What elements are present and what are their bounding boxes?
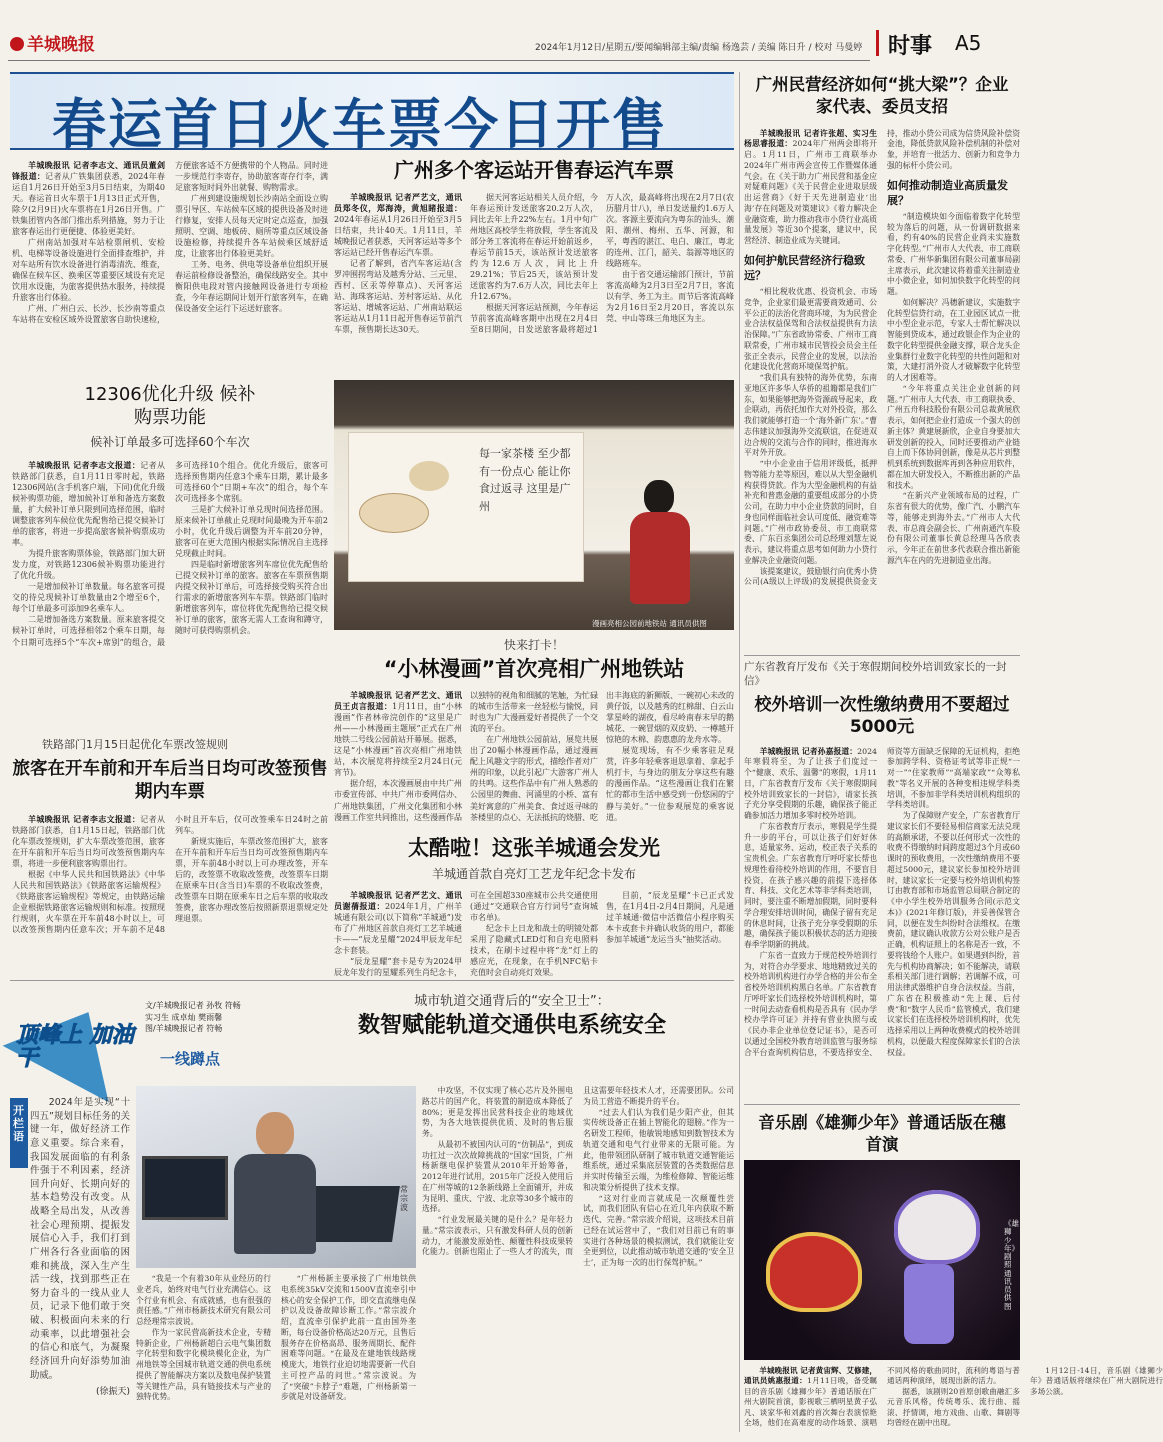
section-subhead: 如何推动制造业高质量发展？ <box>887 178 1008 207</box>
feature-body-left <box>136 1274 416 1438</box>
article-body: 羊城晚报讯 记者许张超、实习生杨思睿报道：2024年广州两会即将开启。1月11日，广州市工商联举办2024年广州市两会宣传工作暨媒体通气会。在《关于助力广州民营和基金应对疑难问题》《关于民营企业进取层级出运营商》《好于天先进制造业‘出海’存在问题及对策建议》《着力解决企业融资难，助力推动我市小贷行业高质量发展》等近30个提案，建议中，民营经济、制造业成为关键词。 如何护航民营经济行稳致远？ “相比税收优惠、投资机会、市场竞争，企业家们最更需要商效通司、公平公正的法治化营商环境，为为民营企业合法权益保驾和合法权益提供有力法治保障。”广东省政协常委、广州市工商联常委，广州市城市民管投会员会主任张正全表示，民营企业的发展，以法治化建设优化营商环境保驾护航。 “我们具有独特的海外优势，东南亚地区许多华人华侨的祖籍都是我们广东，如果能够把海外资源疏导起来，政企联动，再依托加作大对外投资，那么我们就能够打造一个‘海外新广东’。”曹志伟建议加强海外交流联谊，在促进双边合规的交流与合作的同时，推进海水平对外开放。 “中小企业由于信用评级低，抵押物等能力差等原因，难以从大型金融机构获得贷款。作为大型金融机构的有益补充和普惠金融的重要组成部分的小贷公司，在助力中小企业贷款的同时，自身也同样面临社会认可度低、融资难等问题。”广州市政协委员、市工商联常委、广东百丞集团公司总经理刘慧左说表示，建议将重点思考如何助力小贷行业解决企业融资问题。 该提案建议，鼓励银行向优秀小贷公司(A级以上评级)的发展提供资金支持，推动小贷公司成为信贷风险补偿资金池，降低贷款风险补偿机制的补偿对象，并培育一批活力、创新力和竞争力强的标杆小贷公司。 如何推动制造业高质量发展？ “制造模块如今面临着数字化转型较为落后的问题，从一份调研数据来看，约有40%的民营企业尚未实施数字化转型。”广州市人大代表、市工商联常委、广州华新集团有限公司董事局副主席表示，此次建议将着重关注制造业中小微企业，如何加快数字化转型的问题。 如何解决？冯穗新建议，实施数字化转型信贷行动，在工业园区试点一批中小型企业示范，专家人士帮忙解决以智能到贷成本，通过政银企作为企业的数字化转型提供金融支撑，联合龙头企业集群行业数字化转型的共性问题和对策，大建打消外资人才破解数字化转型的人才困难等。 “今年将重点关注企业创新的问题。”广州市人大代表、市工商联执委、广州五舟科技股份有限公司总裁黄展欣表示，如何把企业打造成一个强大的创新主体？黄建展新欣，企业自身要加大研发创新的投入，同时还要推动产业链自上而下体协同创新，像是从芯片到整机到系统到数据库再到各种应用软件，都在加大研发投入，不断推出新的产品和技术。 “在新兴产业领域布局的过程，广东省有很大的优势，像广汽、小鹏汽车等，能够走到海外去。”广州市人大代表、市总商会副会长、广州南通汽车股份有限公司董事长黄总经理马各欣表示，今年正在前世多代表联合推出新能源汽车在内的先进制造业出海。 <box>744 128 1020 587</box>
article-body: 羊城晚报讯 记者孙嘉报道：2024年寒假将至，为了让孩子们度过一个“健康、欢乐、温馨”的寒假，1月11日，广东省教育厅发布《关于寒假期间校外培训致家长的一封信》，请家长孩子充分享受假期的乐趣，确保孩子能正确参加活力增加多零时校外培训。 广东省教育厅表示，寒假是学生提升一步的平台，可以让孩子们好好休息，适量家务、运动，校正表子关系的宝贵机会。广东省教育厅呼吁家长帮也规理性看待校外培训的作用，不要盲目投资，在孩子感兴趣的前提下选择体育、科技、文化艺术等非学科类培训，同时，要注重不断增加假期，同时要科学合理安排培训时间，确保子留有充足的休息时间，让孩子充分享受假期的乐趣，确保孩子能以积极状态的活力迎接春季学期新的挑战。 广东省一直致力于规范校外培训行为，对符合办学要求、地地精致过关的校外培训机构进行办学合格的并公布全省校外培训机构黑白名单。广东省教育厅呼吁家长们选择校外培训机构时，第一时间去动查看机构是否具有《民办学校办学许可证》并持有营业执照与或《民办非企业单位登记证书》，是否可以通过全国校外教育培训监管与服务综合平台查询机构信息，不要选择安全、师资等方面缺乏保障的无证机构，拒绝参加跨学科、资格证考试等非正规“一对一”“住家教师”“高端家政”“众筹私教”等名义开展的各种变相违规学科类培训，不参加非学科类培训机构组织的学科类培训。 为了保障财产安全，广东省教育厅建议家长们不要轻易相信商家无法兑现的高额承诺，不要以任何形式一次性的收费不得缴纳时间跨度超过3个月或60课时的预收费用，一次性缴纳费用不要超过5000元，建议家长参加校外培训时，建议家长一定要与校外培训机构签订由教育部和市场监管总局联合制定的《中小学生校外培训服务合同(示范文本)》(2021年修订版)，并妥善保管合同，以便在发生纠纷时合法维权。在缴费前，建议确认收款方公对公账户是否正确，机构证照上的名称是否一致，不要将钱给个人账户。如果遇到纠纷，首先与机构协商解决；如不能解决，请联系相关部门进行调解；若调解不成，可用法律武器维护自身合法权益。当前，广东省在积极推动“先上课、后付费”和“数字人民币”监管模式，我们建议家长们在选择校外培训机构时，优先选择采用以上两种收费模式的校外培训机构，以便最大程度保障家长们的合法权益。 <box>744 746 1020 1057</box>
article-title: 校外培训一次性缴纳费用不要超过5000元 <box>754 695 1010 738</box>
editorial-intro <box>30 1096 130 1436</box>
photo-credit: 漫画亮相公园前地铁站 通讯员供图 <box>592 619 707 628</box>
article-title: 太酷啦！这张羊城通会发光 <box>408 836 660 860</box>
photo-lion-dance <box>744 1160 1020 1360</box>
banner-title: 顶峰上 加油干 <box>16 1023 134 1072</box>
article-title: 广州多个客运站开售春运汽车票 <box>394 158 674 182</box>
photo-credit: 常宗波 <box>400 1185 408 1212</box>
article-kicker: 铁路部门1月15日起优化车票改签规则 <box>42 738 228 751</box>
divider-right-2 <box>744 1104 1020 1105</box>
article-kicker: 快来打卡！ <box>503 638 564 652</box>
comic-board <box>348 432 584 582</box>
article-title: 12306优化升级 候补购票功能 <box>84 384 256 428</box>
article-training-fees <box>744 660 1020 1100</box>
divider-left-bottom <box>10 980 734 981</box>
column-label: 开栏语 <box>13 1104 24 1144</box>
article-body: 羊城晚报讯 记者严艺文、通讯员谢蒨报道：2024年1月，广州羊城通有限公司(以下简称“羊城通”)发布了广州地区首款自亮灯工艺羊城通卡——“辰龙星耀”2024甲辰龙年纪念卡套装。 “辰龙星耀”套卡是专为2024甲辰龙年发行的星耀系列生肖纪念卡，可在全国超330座城市公共交通使用(通过“交通联合官方行词号”查询城市名单)。 纪念卡上日龙和战士的明镜处都采用了隐藏式LED灯和自充电照料技术，在刷卡过程中将“龙”灯上的感应光，在现象，在手机NFC贴卡充值时会自动亮灯效果。 目前，“辰龙星耀”卡已正式发售，在1月4日-2月4日期间，凡是通过羊城通·微信中活微信小程序购买本卡或套卡并确认收货的用户，都能参加羊城通“龙运当头”抽奖活动。 <box>334 890 734 978</box>
photo-credit: 《雄狮少年》剧照 通讯员供图 <box>1004 1219 1019 1311</box>
article-xiaolin-comic <box>334 634 734 830</box>
editorial-author: (徐振天) <box>95 1387 130 1398</box>
logo-flame-icon <box>10 37 24 51</box>
feature-kicker: 城市轨道交通背后的“安全卫士”： <box>414 994 610 1009</box>
engineer-body <box>234 1154 316 1254</box>
article-body: 羊城晚报讯 记者严艺文，通讯员郑冬仪，郑海涛，黄旭睹报道：2024年春运从1月26日开始至3月5日结束，共计40天。1月11日，羊城晚报记者获悉，天河客运站等多个客运站已经开售春运汽车票。 记者了解到，省汽车客运站(含罗冲围拐弯站及越秀分站、三元里、西村、区汞等停靠点)、天河客运站、海珠客运站、芳村客运站、从化客运站、增城客运站、广州南站联运客运站从1月11日起开售春运节前汽车票，预售期长达30天。 据天河客运站相关人员介绍，今年春运预计发送旅客20.2万人次，同比去年上升22%左右。1月中旬广州地区高校学生将放假，学生客流及部分务工客流将在春运开始前返乡，春运节前15天，该站预计发送旅客约为12.6万人次，同比上升29.21%；节后25天，该站预计发送旅客约为7.6万人次，同比去年上升12.67%。 根据天河客运站预测，今年春运节前客流高峰客期中出现在2月4日至8日期间，日发送旅客最将超过1万人次，最高峰将出现在2月7日(农历腊月廿八)，单日发送量约1.6万人次。客源主要流向为粤东的汕头、潮阳、潮州、梅州、五华、河源，和平，粤西的湛江、电白、廉江，粤北的连州、江门，韶关、翁源等地区的线路班车。 由于省交通运输部门预计，节前客流高峰为2月3日至2月7日，客流以有学、务工为主。而节后客流高峰为2月16日至2月20日，客流以东莞、中山等珠三角地区为主。 <box>334 192 734 335</box>
dim-sum-illustration <box>359 493 429 533</box>
article-body: 中攻坚，不仅实现了核心芯片及外围电路芯片的国产化，将装置的制造成本降低了80%；更是发挥出民营科技企业的地域优势，为各大地铁提供优质、及时的售后服务。 从最初不被国内认可的“仿制品”，到成功扛过一次次故障挑战的“国家”国货，广州杨新继电保护装置从2010年开始筹备，2012年进行试用，2015年广泛投入使用后在广州等城的12条新线路上全面铺开，并成为昆明、重庆、宁波、北京等30多个城市的选择。 “行业发展最关键的是什么？是年轻力量。”常宗波表示，只有激发科研人员的创新动力，才能激发原始性、颠覆性科技成果转化能力。创新也阻止了一些人才的流失，而且这需要年轻技术人才，还需要团队。公司为员工营造不断提升的平台。 “过去人们认为我们是少阳产业，但其实传统设备正在插上智能化的翅膀。”作为一名研发工程师，他敏锐地感知到数智技术为轨道交通和电气行业带来的无限可能。为此，他带领团队研制了城市轨道交通智能运维系统，通过采集底层装置的各类数据信息并实时传输至云端，为维检修障、智能运维和决策分析提供了技术支撑。 “这对行业而言就成是一次颠覆性尝试，而我们团队有信心在近几年内获取不断迭代、完善。”常宗波介绍说，这项技术目前已经在试运营中了，“我们对目前已有的事实进行各种场景的模拟测试，我们就能让安全更到位，以此推动城市轨道交通的‘安全卫士’，正为每一次的出行保驾护航。” <box>422 1086 734 1267</box>
woman-photographing <box>626 480 696 615</box>
article-subtitle: 羊城通首款自亮灯工艺龙年纪念卡发布 <box>431 867 636 882</box>
article-body: “我是一个有着30年从业经历的行业老兵，始终对电气行业充满信心。这个行业有机会、有成就感，也有很强的责任感。”广州市杨新技术研究有限公司总经理常宗波说。 作为一家民营高新技术企业，专精特新企业，广州杨新超白云电气集团数字化转型和数字化模块模化企业，为广州地铁等全国城市轨道交通的供电系统提供了智能解决方案以及数电保护装置等关键性产品，具有链接技术与产业的独特优势。 “广州杨新主要承接了广州地铁供电系统35kV交流和1500V直流牵引中核心的安全保护工作，即交直流继电保护以及设备故障诊断工作。”常宗波介绍，直流牵引保护此前一直由国外垄断，每台设备价格高达20万元，且售后服务存在价格高昂、服务周期长、配件困难等问题。“在最及在建地铁线路规模庞大，地铁行业迫切地需要新一代自主可控产品的问世。”常宗波说。为了“突破”卡脖子“难题，广州杨新第一步就是对设备研发。 <box>136 1274 416 1402</box>
article-bus-tickets <box>334 152 734 374</box>
photo-comic-exhibit <box>334 380 734 630</box>
masthead-rule <box>8 60 870 61</box>
article-title: 音乐剧《雄狮少年》普通话版在穗首演 <box>758 1113 1006 1155</box>
section-divider <box>876 30 879 56</box>
lion-head-red <box>766 1232 862 1312</box>
section-name: 时事 <box>888 34 933 59</box>
photo-engineer <box>136 1086 416 1268</box>
feature-headline-block <box>290 990 734 1050</box>
article-ticket-rebooking <box>12 736 328 966</box>
divider-right-1 <box>744 655 1020 656</box>
article-subtitle: 候补订单最多可选择60个车次 <box>90 435 250 449</box>
teapot-illustration <box>409 461 449 491</box>
vertical-divider-right <box>739 72 740 1432</box>
section-subhead: 如何护航民营经济行稳致远？ <box>744 253 865 282</box>
article-body: 羊城晚报讯 记者黄宙辉、艾修建，通讯员姚惠报道：1月11日晚，备受瞩目的音乐剧《雄狮少年》普通话版在广州大剧院首演，影视歌三栖明星黄子弘凡、谈家华和刘鑫的首次舞台表演惊艳全场，他们在高难度的动作场景、演唱不同风格的歌曲同时，流利的粤语与普通话两种演绎，展现出新的活力。 据悉，该剧则20首原创歌曲融汇多元音乐风格，传统粤乐、流行曲、摇滚、抒情调，地方戏曲、山歌、舞剧等均曾经在剧中出现。 1月12日-14日，音乐剧《雄狮少年》普通话版将继续在广州大剧院进行多场公演。 <box>744 1366 1163 1428</box>
article-title: 旅客在开车前和开车后当日均可改签预售期内车票 <box>12 759 328 802</box>
article-glowing-card <box>334 832 734 978</box>
main-headline: 春运首日火车票今日开售 <box>52 93 668 156</box>
article-body: 羊城晚报讯 记者李志文、通讯员董剑锋报道：记者从广铁集团获悉，2024年春运自1月26日开始至3月5日结束，为期40天。春运首日火车票于1月13日正式开售，除夕(2月9日)火车票将在1月26日开售。广铁集团管内各部门推出系列措施，努力于让旅客春运出行更便捷、体验更美好。 广州南站加强对车站检票闸机、安检机、电梯等设备设施进行全面排查维护，并对车站所有饮水设备进行消毒清洗、维查，确保在候车区、换乘区等重要区域设有充足饮用水设施，为旅客提供热水服务，持续提升旅客出行体验。 广州、广州白云、长沙、长沙南等重点车站将在安检区域外设置旅客自助快速检，方便旅客适不方便携带的个人物品。同时进一步规范行李寄存，协助旅客寄存行李，满足旅客短时间外出就餐、购物需求。 广州到建设施规划长沙南站全面设立购票引导区、车站候车区域的提供设备及时进行修复，安排人员每天定时定点巡查，加强照明、空调、地板砖、厕所等重点区域设备设施检修，持续提升各车站候乘区域舒适度，让旅客出行体验更美好。 工务、电务、供电等设备单位组织开展春运前检修设备整治，确保线路安全。其中衡阳供电段对管内接触网设备进行专项检查，今年春运期间计划开行旅客列车，在确保设备安全运行下运送好旅客。 <box>12 160 328 325</box>
article-body: 羊城晚报讯 记者李志文报道：记者从铁路部门获悉，自1月15日起，铁路部门优化车票改签规则，扩大车票改签范围，旅客在开车前和开车后当日均可改签预售期内车票，将进一步便利旅客购票出行。 根据《中华人民共和国铁路法》《中华人民共和国铁路法》《铁路旅客运输规程》《铁路旅客运输规程》等规定，由铁路运输企业根据铁路旅客运输规则和标准。按照现行规则，火车票在开车前48小时以上，可以改签预售期内任意车次；开车前不足48小时且开车后，仅可改签乘车日24时之前列车。 新规实施后，车票改签范围扩大，旅客在开车前和开车后当日均可改签预售期内车票，开车前48小时以上可办理改签，开车后的，改签票不收取改签费，改签票车日期在原乘车日(含当日)车票的不收取改签费，改签票车日期在原乘车日之后车票的收取改签费，旅客办理改签后按照新票退票规定处理退票。 <box>12 813 328 934</box>
masthead-info: 2024年1月12日/星期五/要闻编辑部主编/责编 杨逸芸 / 美编 陈日升 / 校对 马曼婷 <box>535 43 863 53</box>
laptop <box>302 1186 400 1242</box>
article-body: 羊城晚报讯 记者李志文报道：记者从铁路部门获悉，自1月11日零时起，铁路12306网站(含手机客户端，下同)优化升级候补购票功能，增加候补订单和备选方案数量，扩大候补订单只限到同选择范围，临时调整旅客列车候位优先配售给已提交候补订单的旅客，将进一步提高旅客候补购票成功率。 为提升旅客购票体验，铁路部门加大研发力度，对铁路12306候补购票功能进行了优化升级。 一是增加候补订单数量。每名旅客可提交的待兑现候补订单数量由2个增至6个，每个订单最多可添加9名乘车人。 二是增加备选方案数量。原来旅客提交候补订单时，可选择相邻2个乘车日期，每个日期可选择5个“车次+席别”的组合，最多可选择10个组合。优化升级后，旅客可选择预售期内任意3个乘车日期，累计最多可选择60个“日期+车次”的组合，每个车次可选择多个席别。 三是扩大候补订单兑现时间选择范围。原来候补订单截止兑现时间最晚为开车前2小时，优化升级后调整为开车前20分钟，旅客可在更大范围内根据实际情况自主选择兑现截止时间。 四是临时新增旅客列车席位优先配售给已提交候补订单的旅客。旅客在车票预售期内提交候补订单后，可选择接受购买符合出行需求的新增旅客列车车票。铁路部门临时新增旅客列车，席位将优先配售给已提交候补订单的旅客，旅客无需人工查询和蹲守，随时可获得购票机会。 <box>12 460 328 647</box>
editorial-text: 2024年是实现“十四五”规划目标任务的关键一年，做好经济工作意义重要。综合来看，我国发展面临的有利条件强于不利因素，经济回升向好、长期向好的基本趋势没有改变。从战略全局出发，从改善社会心理预期、提振发展信心入手，我们打到广州各行各业面临的困难和挑战，深入生产生活一线，找到那些正在努力奋斗的一线从业人员，记录下他们敢于突破、积极面向未来的行动乘率，以此增强社会的信心和底气，为凝聚经济回升向好添势加油助威。 <box>30 1097 130 1381</box>
article-12306 <box>12 376 328 732</box>
article-spring-train-tickets <box>12 160 328 372</box>
article-body: 羊城晚报讯 记者严艺文、通讯员王贞言报道：1月11日，由“小林漫画”作者林帝浣创作的“这里是广州——小林漫画主题展”正式在广州地铁二号线公园前站开幕展。据悉，这是“小林漫画”首次亮相广州地铁站，本次展览将持续至2月24日(元宵节)。 据介绍，本次漫画展由中共广州市委宣传部、中共广州市委网信办、广州地铁集团，广州文化集团和小林漫画工作室共同推出，这些漫画作品以独特的视角和细腻的笔触，为忙碌的城市生活带来一丝轻松与愉悦，同时也为广大漫画爱好者提供了一个交流的平台。 在广州地铁公园前站，展览共展出了20幅小林漫画作品，通过漫画配上风趣文字的形式，描绘作者对广州的印象，以此引起广大游客广州人的共鸣。这些作品中有广州人熟悉的公园里的舞曲、河涌里的小桥、富有美好寓意的广州美食、食过返寻味的茶楼里的点心、无法抵抗的烧腊、吃出丰海底的新狮版、一碗初心未改的黄仔饭，以及越秀的红棉甜、白云山掌星岭的湖夜，看尽岭南春末早的鹅城花、一碗冒烟的双皮奶、一樽越开惊艳的木棉、韵惠惠的龙舟水等。 展览现场，有不少乘客驻足观赏，许多年轻乘客退思拿着、拿起手机打卡，与身边的朋友分享这些有趣的漫画作品。“这些漫画让我们在繁忙的都市生活中感受到一份悠闲的宁静与美好。”一位参观展览的乘客说道。 <box>334 690 734 822</box>
article-kicker: 广东省教育厅发布《关于寒假期间校外培训致家长的一封信》 <box>744 661 1007 688</box>
performer <box>904 1264 954 1344</box>
engineer-head <box>256 1112 294 1156</box>
banner-subtitle: 一线蹲点 <box>160 1050 221 1068</box>
feature-title: 数智赋能轨道交通供电系统安全 <box>357 1013 666 1038</box>
column-label-tag <box>10 1098 28 1168</box>
comic-caption: 每一家茶楼 至少都有一份点心 能让你食过返寻 这里是广州 <box>479 447 571 513</box>
main-headline-banner <box>10 72 734 156</box>
article-title: “小林漫画”首次亮相广州地铁站 <box>383 657 685 681</box>
feature-credits: 文/羊城晚报记者 孙牧 符畅 实习生 成卓灿 樊雨馨 图/羊城晚报记者 符畅 <box>145 1001 241 1034</box>
article-private-economy <box>744 72 1020 652</box>
article-musical <box>744 1108 1163 1438</box>
lion-head-white <box>894 1190 980 1264</box>
article-title: 广州民营经济如何“挑大梁”？企业家代表、委员支招 <box>755 75 1009 117</box>
monitor <box>142 1156 228 1220</box>
logo: 羊城晚报 <box>10 30 95 55</box>
masthead <box>0 0 1024 64</box>
page-number: A5 <box>955 31 982 55</box>
feature-body-right <box>422 1086 734 1438</box>
